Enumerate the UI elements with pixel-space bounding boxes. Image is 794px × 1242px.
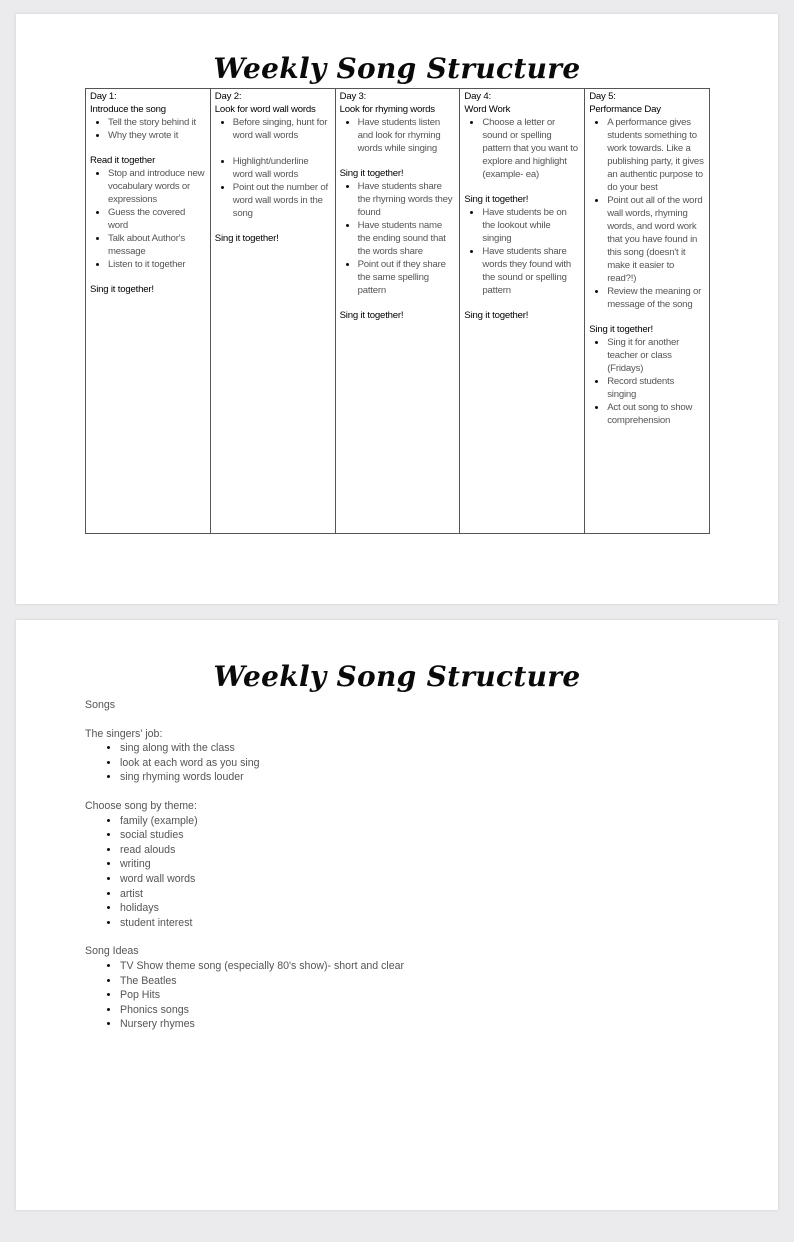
list-item: • Have students share the rhyming words they found [358,180,456,219]
day-heading: Look for word wall words [214,104,316,115]
list-item: • word wall words [120,872,404,887]
closing-label: Sing it together! [90,284,154,295]
document-page-1 [16,14,778,604]
day-heading: Word Work [464,104,511,115]
weekly-schedule-table [85,88,710,534]
bullet-list [215,116,331,142]
section-label: Sing it together! [339,168,404,179]
list-item: • Act out song to show comprehension [607,401,705,427]
table-row [86,89,710,534]
bullet-list [464,116,580,181]
list-item: • Pop Hits [120,988,404,1003]
page-title: Weekly Song Structure [213,52,581,85]
list-item: • Nursery rhymes [120,1017,404,1032]
section-label: Read it together [90,155,156,166]
day-label: Day 4: [464,91,491,102]
list-item: • look at each word as you sing [120,756,404,771]
list-item: • Have students share words they found with the sound or spelling pattern [482,245,580,297]
list-item: • writing [120,857,404,872]
list-item: • Why they wrote it [108,129,206,142]
day-heading: Introduce the song [90,104,166,115]
list-item: • The Beatles [120,974,404,989]
list-item: • Stop and introduce new vocabulary words or expressions [108,167,206,206]
song-ideas-list [85,959,404,1032]
day-label: Day 5: [589,91,616,102]
day-heading: Performance Day [589,104,661,115]
singers-job-label: The singers' job: [85,727,163,740]
day-heading: Look for rhyming words [339,104,435,115]
list-item: • Have students be on the lookout while singing [482,206,580,245]
singers-job-list [85,741,404,785]
list-item: • Listen to it together [108,258,206,271]
list-item: • read alouds [120,843,404,858]
list-item: • Have students name the ending sound that the words share [358,219,456,258]
closing-label: Sing it together! [339,310,404,321]
list-item: • sing along with the class [120,741,404,756]
list-item: • Sing it for another teacher or class (Fridays) [607,336,705,375]
day-label: Day 1: [90,91,117,102]
day-label: Day 3: [339,91,367,102]
list-item: • family (example) [120,814,404,829]
list-item: • Highlight/underline word wall words [233,155,331,181]
list-item: • Talk about Author's message [108,232,206,258]
day-column-4 [460,89,585,534]
list-item: • Point out all of the word wall words, rhyming words, and word work that you have found in this song (doesn't it make it easier to read?!) [607,194,705,285]
songs-label: Songs [85,699,116,711]
document-page-2 [16,620,778,1210]
section-label: Sing it together! [589,324,653,335]
closing-label: Sing it together! [464,310,529,321]
list-item: • Phonics songs [120,1003,404,1018]
list-item: • social studies [120,828,404,843]
list-item: • sing rhyming words louder [120,770,404,785]
song-ideas-label: Song Ideas [85,945,139,958]
list-item: • Point out the number of word wall words in the song [233,181,331,220]
list-item: • Review the meaning or message of the song [607,285,705,311]
closing-label: Sing it together! [214,233,279,244]
page-body [85,698,404,1032]
list-item: • artist [120,887,404,902]
day-column-1 [86,89,211,534]
list-item: • Choose a letter or sound or spelling pattern that you want to explore and highlight (example- ea) [482,116,580,181]
theme-label: Choose song by theme: [85,799,197,812]
list-item: • Have students listen and look for rhyming words while singing [358,116,456,155]
theme-list [85,814,404,931]
list-item: • Before singing, hunt for word wall words [233,116,331,142]
list-item: • A performance gives students something to work towards. Like a publishing party, it gives an authentic purpose to do your best [607,116,705,194]
day-column-3 [335,89,460,534]
section-label: Sing it together! [464,194,529,205]
page-title: Weekly Song Structure [213,660,581,693]
day-column-2 [210,89,335,534]
list-item: • Tell the story behind it [108,116,206,129]
day-label: Day 2: [214,91,242,102]
bullet-list [340,116,456,155]
bullet-list [464,206,580,297]
list-item: • student interest [120,916,404,931]
bullet-list [589,116,705,311]
day-column-5 [585,89,710,534]
bullet-list [215,155,331,220]
list-item: • holidays [120,901,404,916]
list-item: • Guess the covered word [108,206,206,232]
bullet-list [90,116,206,142]
list-item: • Record students singing [607,375,705,401]
bullet-list [340,180,456,297]
list-item: • TV Show theme song (especially 80's show)- short and clear [120,959,404,974]
bullet-list [589,336,705,427]
bullet-list [90,167,206,271]
list-item: • Point out if they share the same spelling pattern [358,258,456,297]
